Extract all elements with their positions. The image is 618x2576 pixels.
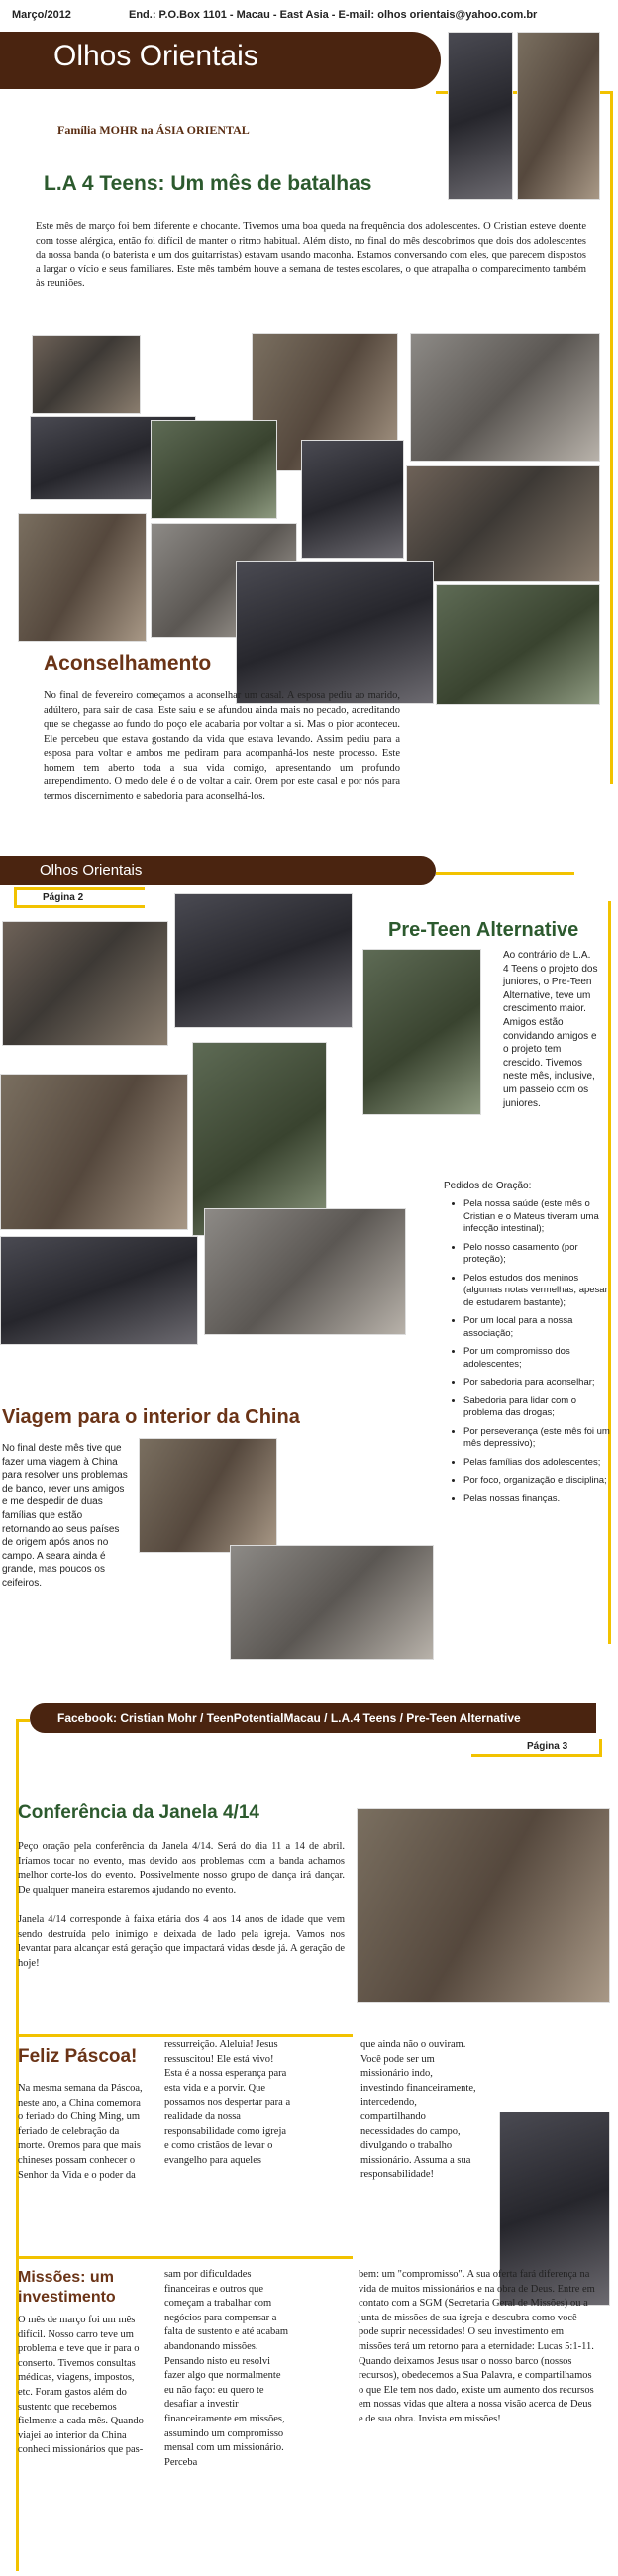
preteen-photo-3: [362, 949, 481, 1115]
banner-title: Olhos Orientais: [53, 40, 258, 72]
conference-title: Conferência da Janela 4/14: [18, 1803, 259, 1823]
teens-photo-11: [436, 584, 600, 705]
prayer-list: [448, 1198, 610, 1511]
teens-photo-5: [151, 420, 277, 519]
preteen-title: Pre-Teen Alternative: [388, 919, 579, 941]
missions-col-3: bem: um "compromisso". A sua oferta fará diferença na vida de muitos missionários e na obra de Deus. Entre em contato com a SGM (Secretaria Geral de Missões) ou a junta de missões de sua igreja e descubra como você pode suprir necessidades! O seu investimento em missões terá um retorno para a eternidade: Lucas 5:1-11. Quando deixamos Jesus usar o nosso barco (nossos recursos), obedecemos a Sua Palavra, e compartilhamos o que Ele tem nos dado, existe um aumento dos recursos em nossas vidas que altera a nossa visão acerca de Deus e de sua obra. Invista em missões!: [359, 2269, 595, 2424]
missions-divider: [16, 2256, 353, 2259]
missions-title: Missões: um investimento: [18, 2269, 116, 2306]
facebook-links: Facebook: Cristian Mohr / TeenPotentialMacau / L.A.4 Teens / Pre-Teen Alternative: [57, 1711, 521, 1725]
prayer-item: • Pela nossa saúde (este mês o Cristian e o Mateus tiveram uma infecção intestinal);: [464, 1198, 610, 1236]
counsel-title: Aconselhamento: [44, 652, 212, 674]
teens-photo-1: [32, 335, 141, 414]
missions-col-1: O mês de março foi um mês difícil. Nosso carro teve um problema e teve que ir para o conserto. Tivemos consultas médicas, viagens, impostos, etc. Foram gastos além do sustento que recebemos fielmente a cada mês. Quando viajei ao interior da China conheci missionários que pas-: [18, 2315, 144, 2456]
prayer-item: • Pelas famílias dos adolescentes;: [464, 1457, 610, 1470]
prayer-item: • Pelos estudos dos meninos (algumas notas vermelhas, apesar de estudarem bastante);: [464, 1273, 610, 1310]
conference-text-1: Peço oração pela conferência da Janela 4/14. Será do dia 11 a 14 de abril. Iríamos tocar no evento, mas devido aos problemas com a banda achamos melhor corte-los do evento. Possivelmente nosso grupo de dança irá dançar. De qualquer maneira estaremos ajudando no evento.: [18, 1841, 345, 1896]
teens-photo-7: [406, 465, 600, 582]
prayer-item: • Por perseverança (este mês foi um mês depressivo);: [464, 1426, 610, 1451]
teens-title: L.A 4 Teens: Um mês de batalhas: [44, 172, 372, 195]
conference-photo: [357, 1808, 610, 2003]
easter-title: Feliz Páscoa!: [18, 2046, 138, 2067]
teens-photo-8: [18, 513, 147, 642]
prayer-item: • Por sabedoria para aconselhar;: [464, 1377, 610, 1390]
conference-text-2: Janela 4/14 corresponde à faixa etária dos 4 aos 14 anos de idade que vem sendo destruída pelo inimigo e deixada de lado pela igreja. Vamos nos levantar para alcançar está geração que impactará vidas desde já. A geração de hoje!: [18, 1914, 345, 1969]
prayer-item: • Por um compromisso dos adolescentes;: [464, 1346, 610, 1371]
page2-label: Página 2: [14, 887, 145, 908]
easter-col-1: Na mesma semana da Páscoa, neste ano, a China comemora o feriado do Ching Ming, um feriado de celebração da morte. Oremos para que mais chineses possam conhecer o Senhor da Vida e o poder da: [18, 2083, 143, 2181]
easter-col-3: que ainda não o ouviram. Você pode ser um missionário indo, investindo financeiramente, intercedendo, compartilhando necessidades do campo, divulgando o trabalho missionário. Assuma a sua responsabilidade!: [360, 2039, 476, 2181]
page2-gold-line: [436, 872, 574, 875]
prayer-item: • Pelas nossas finanças.: [464, 1494, 610, 1506]
china-text: No final deste mês tive que fazer uma viagem à China para resolver uns problemas de banco, rever uns amigos e me despedir de duas famílias que estão retornando ao seus países de origem após anos no campo. A seara ainda é grande, mas poucos os ceifeiros.: [2, 1443, 128, 1589]
china-photo-2: [230, 1545, 434, 1660]
easter-divider: [16, 2034, 353, 2037]
issue-date: Março/2012: [12, 9, 71, 21]
prayer-item: • Sabedoria para lidar com o problema das drogas;: [464, 1395, 610, 1420]
teens-photo-6: [301, 440, 404, 559]
prayer-item: • Por um local para a nossa associação;: [464, 1315, 610, 1340]
teens-text: Este mês de março foi bem diferente e chocante. Tivemos uma boa queda na frequência dos adolescentes. O Cristian esteve doente com tosse alérgica, então foi difícil de manter o ritmo habitual. Além disto, no final do mês descobrimos que dois dos adolescentes da nossa banda (o baterista e um dos guitarristas) estavam usando maconha. Estamos conversando com eles, que parecem dispostos a largar o vício e seus familiares. Este mês também houve a semana de testes escolares, o que atrapalha o comparecimento também às reuniões.: [36, 221, 586, 289]
preteen-photo-4: [0, 1074, 188, 1230]
header-photo-family: [448, 32, 513, 200]
preteen-text: Ao contrário de L.A. 4 Teens o projeto dos juniores, o Pre-Teen Alternative, teve um crescimento maior. Amigos estão convidando amigos e o projeto tem crescido. Tivemos neste mês, inclusive, um passeio com os juniores.: [503, 950, 598, 1109]
family-subtitle: Família MOHR na ÁSIA ORIENTAL: [57, 123, 250, 137]
missions-col-2: sam por dificuldades financeiras e outros que começam a trabalhar com negócios para compensar a falta de sustento e até acabam abandonando missões. Pensando nisto eu resolvi fazer algo que normalmente eu não faço: eu quero te desafiar a investir financeiramente em missões, assumindo um compromisso mensal com um missionário. Perceba: [164, 2269, 289, 2468]
teens-photo-4: [410, 333, 600, 462]
page1-gold-border: [610, 91, 613, 784]
china-photo-1: [139, 1438, 277, 1553]
prayer-item: • Por foco, organização e disciplina;: [464, 1475, 610, 1488]
easter-col-2: ressurreição. Aleluia! Jesus ressuscitou! Ele está vivo! Esta é a nossa esperança para esta vida e a porvir. Que possamos nos despertar para a realidade da nossa responsabilidade como igreja e como cristãos de levar o evangelho para aqueles: [164, 2039, 291, 2166]
preteen-photo-7: [0, 1236, 198, 1345]
page2-banner-title: Olhos Orientais: [40, 862, 143, 878]
header-photo-children: [517, 32, 600, 200]
preteen-photo-5: [192, 1042, 327, 1236]
page3-label: Página 3: [471, 1739, 602, 1757]
prayer-title: Pedidos de Oração:: [444, 1181, 532, 1191]
page3-gold-line-top: [16, 1719, 30, 1722]
preteen-photo-1: [2, 921, 168, 1046]
teens-photo-10: [236, 561, 434, 704]
preteen-photo-2: [174, 893, 353, 1028]
counsel-text: No final de fevereiro começamos a aconselhar um casal. A esposa pediu ao marido, adúltero, para sair de casa. Este saiu e se afundou ainda mais no pecado, acreditando que se chegasse ao fundo do poço ele acabaria por voltar a si. Mas o pior aconteceu. Ele percebeu que estava gostando da vida que estava levando. Assim pediu para a esposa para voltar e ambos me pediram para acompanhá-los neste processo. Este homem tem aberto toda a sua vida comigo, apresentando um profundo arrependimento. O medo dele é o de voltar a cair. Orem por este casal e por nós para termos discernimento e sabedoria para aconselhá-los.: [44, 690, 400, 802]
china-title: Viagem para o interior da China: [2, 1406, 300, 1428]
prayer-item: • Pelo nosso casamento (por proteção);: [464, 1242, 610, 1267]
contact-address: End.: P.O.Box 1101 - Macau - East Asia - E-mail: olhos orientais@yahoo.com.br: [129, 9, 538, 21]
preteen-photo-6: [204, 1208, 406, 1335]
